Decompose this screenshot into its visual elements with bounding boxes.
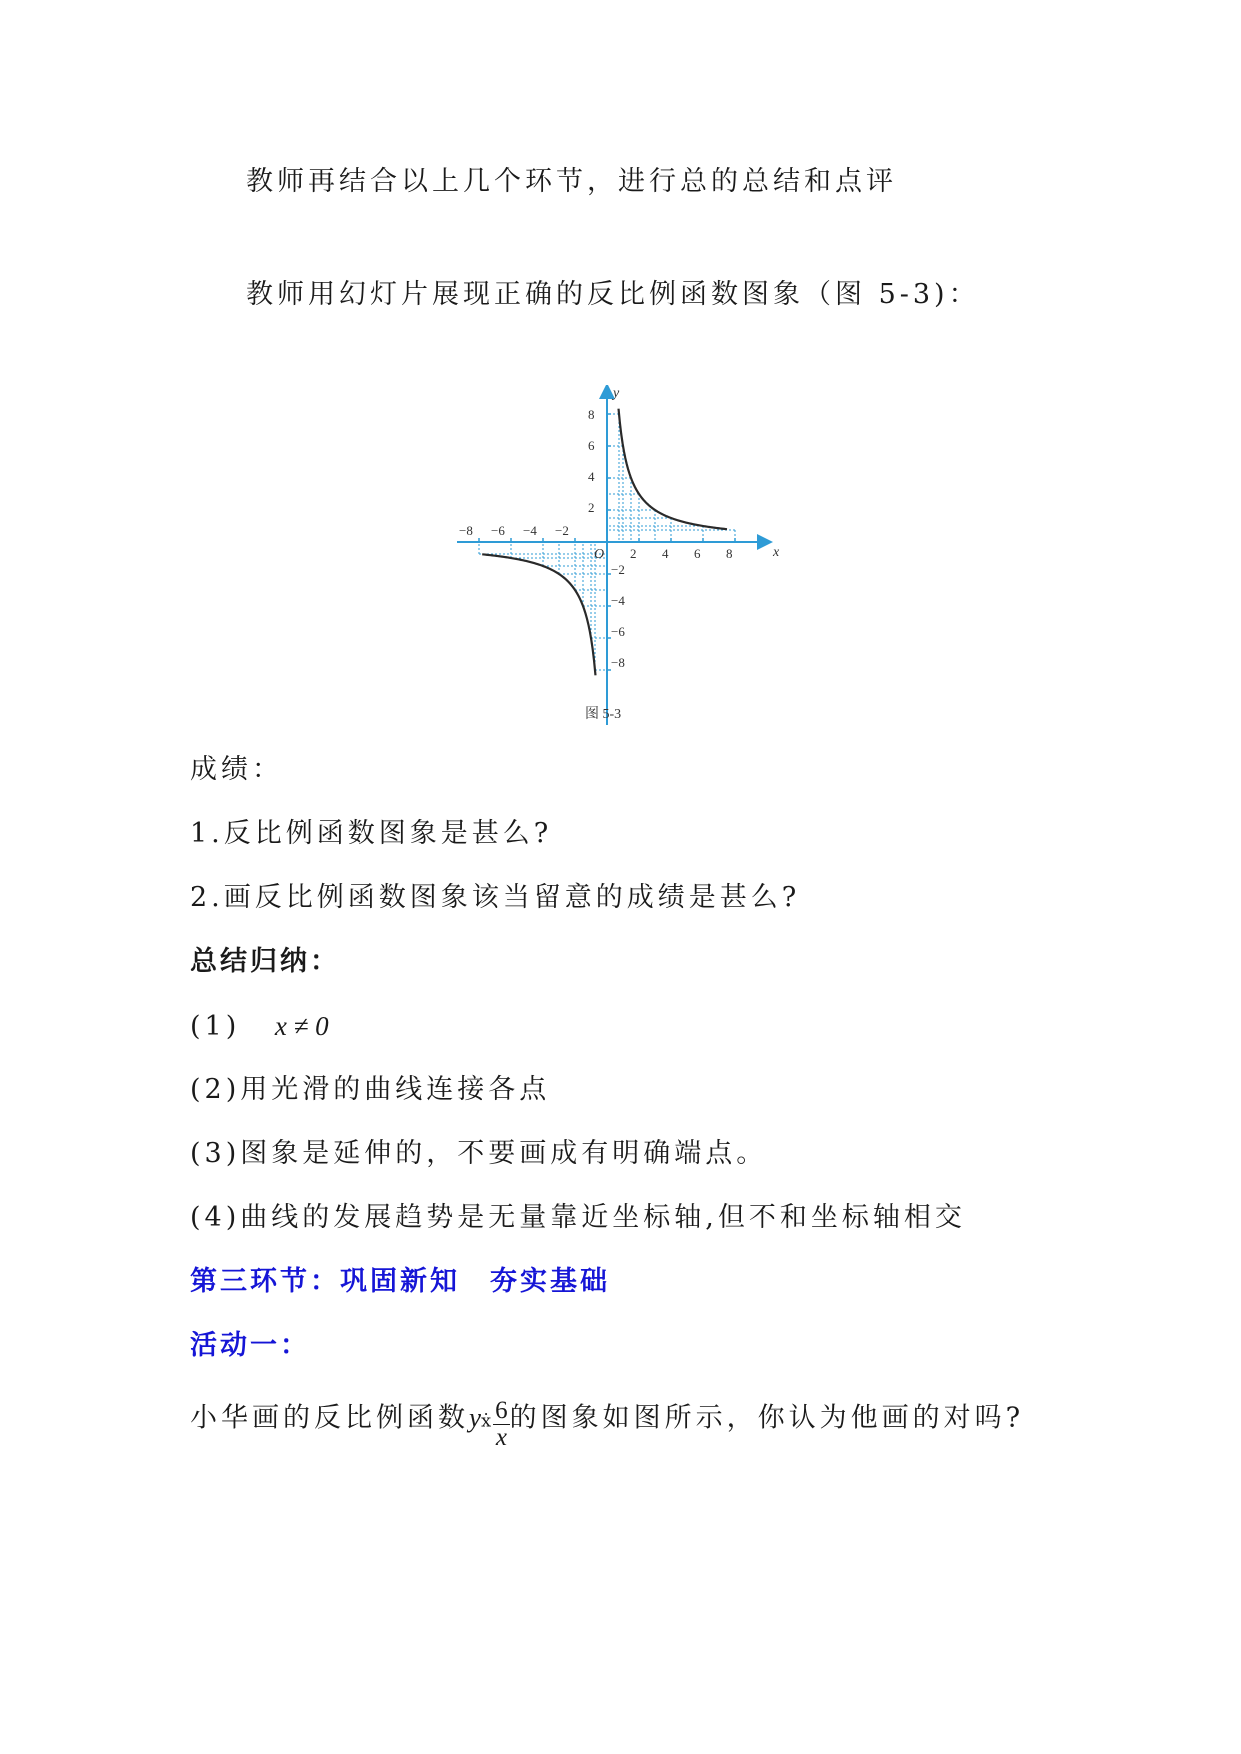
exercise-var-y: y [469,1402,481,1433]
questions-heading: 成绩： [190,754,283,785]
paragraph-slide-intro: 教师用幻灯片展现正确的反比例函数图象（图 5-3)： [246,279,980,310]
x-axis-label: x [773,545,780,560]
x-tick-label: −2 [555,523,569,538]
summary-item-1 [190,1010,329,1043]
y-tick-label: 6 [588,438,595,453]
hyperbola-branch-q3 [482,554,595,675]
y-tick-label: 8 [588,407,595,422]
y-tick-label: −2 [611,562,625,577]
x-tick-label: −8 [459,523,473,538]
fraction-denominator: x [495,1424,507,1452]
figure-caption: 图 5-3 [585,707,622,722]
exercise-text-before: 小华画的反比例函数 [190,1402,469,1434]
x-tick-label: −6 [491,523,505,538]
question-1: 1.反比例函数图象是甚么? [190,818,553,849]
y-tick-label: 2 [588,500,595,515]
x-tick-label: 8 [726,546,733,561]
x-tick-label: −4 [523,523,537,538]
summary-item-1-prefix: (1) [190,1011,241,1042]
fraction-numerator: 6 [495,1397,508,1424]
summary-item-4: (4)曲线的发展趋势是无量靠近坐标轴,但不和坐标轴相交 [190,1202,966,1233]
exercise-eq-glyph: ẋ [480,1410,492,1432]
paragraph-summary-intro: 教师再结合以上几个环节，进行总的总结和点评 [246,166,897,197]
x-tick-label: 4 [662,546,669,561]
fraction-6-over-x [493,1398,510,1452]
exercise-text-after: 的图象如图所示，你认为他画的对吗? [509,1402,1025,1434]
section-title: 第三环节：巩固新知 夯实基础 [190,1266,610,1297]
activity-heading: 活动一： [190,1330,310,1361]
y-tick-label: 4 [588,469,595,484]
exercise-question [190,1392,1025,1452]
origin-label: O [594,547,605,562]
question-2: 2.画反比例函数图象该当留意的成绩是甚么? [190,882,801,913]
hyperbola-figure [455,385,785,725]
x-tick-label: 2 [630,546,637,561]
y-tick-label: −6 [611,624,625,639]
x-not-zero-math: x ≠ 0 [274,1011,329,1041]
y-tick-label: −4 [611,593,625,608]
summary-item-2: (2)用光滑的曲线连接各点 [190,1074,551,1105]
y-axis-label: y [613,386,620,401]
hyperbola-branch-q1 [619,409,727,530]
y-tick-label: −8 [611,655,625,670]
x-tick-label: 6 [694,546,701,561]
summary-heading: 总结归纳： [190,946,340,977]
summary-item-3: (3)图象是延伸的，不要画成有明确端点。 [190,1138,768,1169]
